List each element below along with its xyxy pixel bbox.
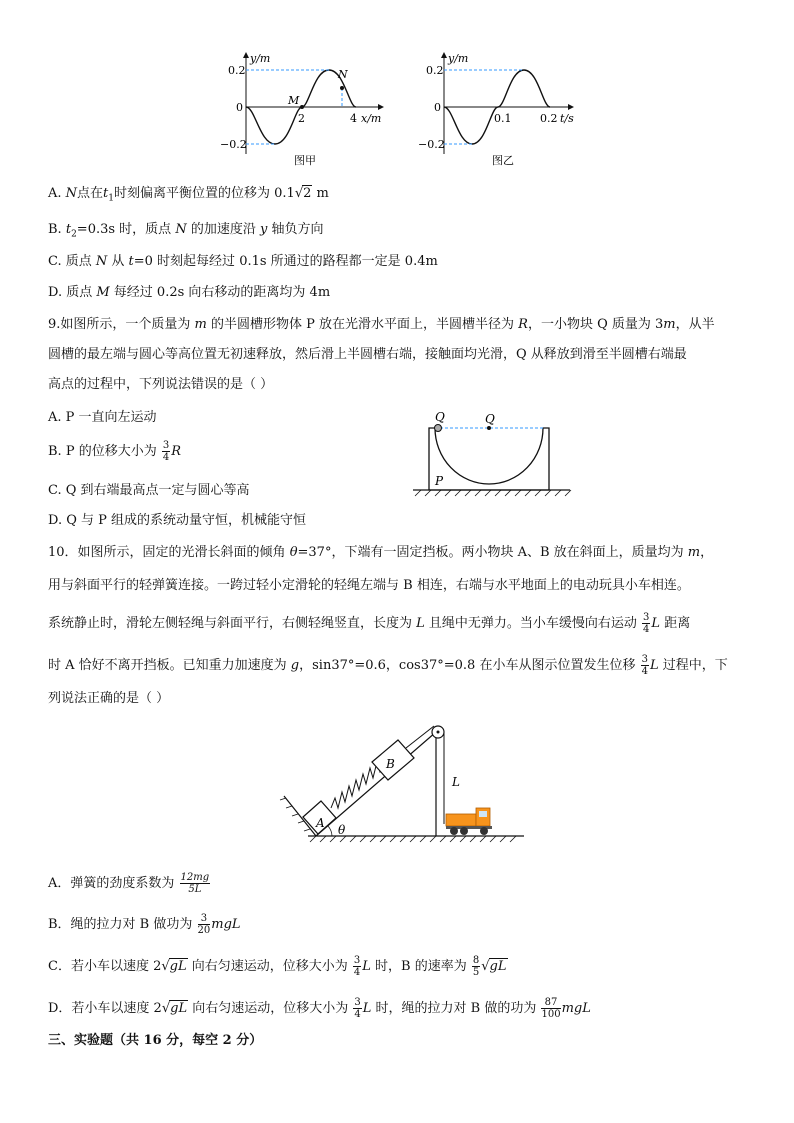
y-axis-label: y/m bbox=[250, 52, 271, 65]
q8-option-c: C. 质点 N 从 t=0 时刻起每经过 0.1s 所通过的路程都一定是 0.4m bbox=[48, 254, 438, 269]
q8-option-b: B. $t_2=0.3s$ 时，质点 N 的加速度沿 y 轴负方向 bbox=[48, 222, 324, 240]
wave-graph-t bbox=[418, 50, 588, 168]
y-tick-top-2: 0.2 bbox=[426, 64, 444, 77]
point-N-label: N bbox=[338, 68, 348, 81]
y-tick-bottom: −0.2 bbox=[220, 138, 247, 151]
label-A: A bbox=[316, 816, 325, 830]
y-axis-label-2: y/m bbox=[448, 52, 469, 65]
q8-option-d: D. 质点 M 每经过 0.2s 向右移动的距离均为 4m bbox=[48, 285, 331, 300]
q9-option-d: D. Q 与 P 组成的系统动量守恒，机械能守恒 bbox=[48, 513, 307, 528]
q10-option-a: A．弹簧的劲度系数为 $\frac{12mg}{5L}$ bbox=[48, 872, 210, 895]
y-tick-zero-2: 0 bbox=[434, 101, 441, 114]
q10-stem-1: 10．如图所示，固定的光滑长斜面的倾角 θ=37°，下端有一固定挡板。两小物块 A、B 放在斜面上，质量均为 m， bbox=[48, 545, 714, 560]
label-theta: θ bbox=[338, 823, 346, 837]
caption-jia: 图甲 bbox=[294, 154, 316, 167]
label-Q-center: Q bbox=[485, 412, 495, 426]
q9-stem-2: 圆槽的最左端与圆心等高位置无初速释放，然后滑上半圆槽右端，接触面均光滑，Q 从释放到滑至半圆槽右端最 bbox=[48, 347, 687, 362]
y-tick-bottom-2: −0.2 bbox=[418, 138, 445, 151]
q10-stem-5: 列说法正确的是（ ） bbox=[48, 691, 170, 706]
q10-stem-4: 时 A 恰好不离开挡板。已知重力加速度为 g，sin37°=0.6，cos37°=0.8 在小车从图示位置发生位移 $\frac{3}{4}$ L 过程中，下 bbox=[48, 654, 728, 677]
section-heading: 三、实验题（共 16 分，每空 2 分） bbox=[48, 1033, 263, 1048]
label-Q-block: Q bbox=[435, 410, 445, 424]
q9-option-c: C. Q 到右端最高点一定与圆心等高 bbox=[48, 483, 250, 498]
t-tick-02: 0.2 bbox=[540, 112, 558, 125]
q8-option-a: A. N点在$t_1$时刻偏离平衡位置的位移为 0.1√2 m bbox=[48, 186, 329, 204]
point-M-label: M bbox=[288, 94, 300, 107]
q9-stem-1: 9.如图所示，一个质量为 m 的半圆槽形物体 P 放在光滑水平面上，半圆槽半径为 R，一小物块 Q 质量为 3m，从半 bbox=[48, 317, 715, 332]
caption-yi: 图乙 bbox=[492, 154, 514, 167]
q10-option-b: B．绳的拉力对 B 做功为 $\frac{3}{20}$ mgL bbox=[48, 913, 241, 936]
q10-option-d: D．若小车以速度 2√gL 向右匀速运动，位移大小为 $\frac{3}{4}$ L 时，绳的拉力对 B 做的功为 $\frac{87}{100}$ mgL bbox=[48, 997, 591, 1020]
q9-stem-3: 高点的过程中，下列说法错误的是（ ） bbox=[48, 377, 274, 392]
semicircle-trough-figure bbox=[405, 408, 575, 503]
q9-option-b: B. P 的位移大小为 $\frac{3}{4}$ R bbox=[48, 440, 182, 463]
q10-stem-2: 用与斜面平行的轻弹簧连接。一跨过轻小定滑轮的轻绳左端与 B 相连，右端与水平地面上的电动玩具小车相连。 bbox=[48, 578, 690, 593]
incline-pulley-figure bbox=[276, 718, 526, 848]
label-B: B bbox=[386, 757, 395, 771]
x-tick-2: 2 bbox=[298, 112, 305, 125]
label-L: L bbox=[452, 775, 460, 789]
q9-option-a: A. P 一直向左运动 bbox=[48, 410, 157, 425]
q10-stem-3: 系统静止时，滑轮左侧轻绳与斜面平行，右侧轻绳竖直，长度为 L 且绳中无弹力。当小车缓慢向右运动 $\frac{3}{4}$ L 距离 bbox=[48, 612, 691, 635]
label-P: P bbox=[435, 474, 444, 488]
x-axis-label: x/m bbox=[361, 112, 382, 125]
y-tick-zero: 0 bbox=[236, 101, 243, 114]
x-tick-4: 4 bbox=[350, 112, 357, 125]
q10-option-c: C．若小车以速度 2√gL 向右匀速运动，位移大小为 $\frac{3}{4}$ L 时，B 的速率为 $\frac{8}{5}$ √gL bbox=[48, 955, 507, 978]
t-tick-01: 0.1 bbox=[494, 112, 512, 125]
wave-graph-x bbox=[218, 50, 388, 168]
y-tick-top: 0.2 bbox=[228, 64, 246, 77]
t-axis-label: t/s bbox=[560, 112, 574, 125]
